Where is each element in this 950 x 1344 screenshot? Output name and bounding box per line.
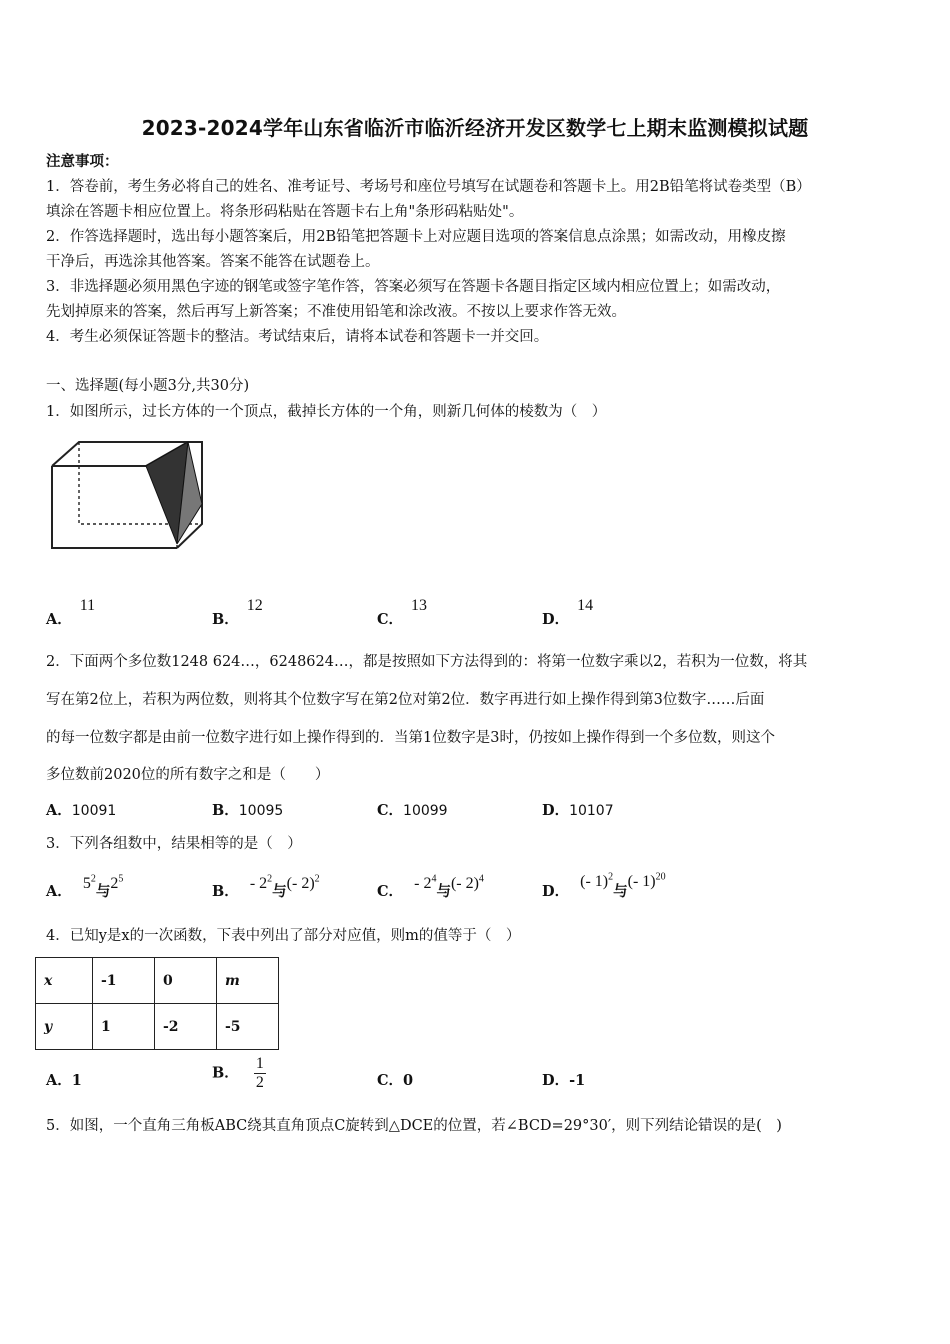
question-2-line: 写在第2位上，若积为两位数，则将其个位数字写在第2位对第2位．数字再进行如上操作得到第3位数字……后面 (46, 692, 765, 708)
question-2-line: 多位数前2020位的所有数字之和是（ ） (46, 767, 330, 783)
cuboid-figure (46, 436, 211, 554)
q2-option-a[interactable]: A．10091 (46, 802, 117, 819)
q2-option-b[interactable]: B．10095 (212, 802, 284, 819)
note-line: 填涂在答题卡相应位置上。将条形码粘贴在答题卡右上角"条形码粘贴处"。 (46, 204, 524, 220)
question-2-line: 的每一位数字都是由前一位数字进行如上操作得到的．当第1位数字是3时，仍按如上操作得到一个多位数，则这个 (46, 730, 775, 746)
q2-option-c[interactable]: C．10099 (377, 802, 448, 819)
q4-option-a[interactable]: A．1 (46, 1072, 82, 1089)
table-cell: -5 (217, 1004, 279, 1050)
note-line: 1．答卷前，考生务必将自己的姓名、准考证号、考场号和座位号填写在试题卷和答题卡上。用2B铅笔将试卷类型（B） (46, 179, 811, 195)
q3-option-a[interactable]: A． $5^2$与$2^5$ (46, 873, 124, 900)
table-cell: y (36, 1004, 93, 1050)
question-5-text: 5．如图，一个直角三角板ABC绕其直角顶点C旋转到△DCE的位置，若∠BCD=29°30′，则下列结论错误的是( ) (46, 1118, 782, 1134)
section-heading: 一、选择题(每小题3分,共30分) (46, 378, 250, 394)
q3-option-c[interactable]: C． - $2^4$与(- 2)$^4$ (377, 873, 484, 900)
q3-option-b[interactable]: B． - $2^2$与(- 2)$^2$ (212, 873, 320, 900)
table-cell: x (36, 958, 93, 1004)
note-line: 干净后，再选涂其他答案。答案不能答在试题卷上。 (46, 254, 380, 270)
table-cell: 0 (155, 958, 217, 1004)
note-line: 3．非选择题必须用黑色字迹的钢笔或签字笔作答，答案必须写在答题卡各题目指定区域内相应位置上；如需改动， (46, 279, 781, 295)
q1-option-d[interactable]: D．14 (542, 597, 594, 628)
q4-option-b[interactable]: B． $\frac{1}{2}$ (212, 1055, 264, 1091)
question-2-line: 2．下面两个多位数1248 624…，6248624…，都是按照如下方法得到的：将第一位数字乘以2，若积为一位数，将其 (46, 654, 808, 670)
notes-heading: 注意事项： (46, 153, 119, 170)
table-row (36, 1004, 279, 1050)
question-1-text: 1．如图所示，过长方体的一个顶点，截掉长方体的一个角，则新几何体的棱数为（ ） (46, 404, 607, 420)
table-cell: m (217, 958, 279, 1004)
q2-option-d[interactable]: D．10107 (542, 802, 614, 819)
note-line: 4．考生必须保证答题卡的整洁。考试结束后，请将本试卷和答题卡一并交回。 (46, 329, 549, 345)
note-line: 先划掉原来的答案，然后再写上新答案；不准使用铅笔和涂改液。不按以上要求作答无效。 (46, 304, 626, 320)
page-title: 2023-2024学年山东省临沂市临沂经济开发区数学七上期末监测模拟试题 (141, 116, 809, 140)
q4-option-c[interactable]: C．0 (377, 1072, 414, 1089)
question-3-text: 3．下列各组数中，结果相等的是（ ） (46, 836, 302, 852)
q1-option-c[interactable]: C．13 (377, 597, 428, 628)
value-table (35, 957, 279, 1050)
table-cell: -1 (93, 958, 155, 1004)
q1-option-b[interactable]: B．12 (212, 597, 263, 628)
q3-option-d[interactable]: D． (- 1)$^2$与(- 1)$^{20}$ (542, 871, 666, 900)
q4-option-d[interactable]: D．-1 (542, 1072, 586, 1089)
table-cell: -2 (155, 1004, 217, 1050)
table-row (36, 958, 279, 1004)
fraction: $\frac{1}{2}$ (255, 1055, 264, 1091)
question-4-text: 4．已知y是x的一次函数，下表中列出了部分对应值，则m的值等于（ ） (46, 928, 521, 944)
q1-option-a[interactable]: A．11 (46, 597, 96, 628)
table-cell: 1 (93, 1004, 155, 1050)
note-line: 2．作答选择题时，选出每小题答案后，用2B铅笔把答题卡上对应题目选项的答案信息点涂黑；如需改动，用橡皮擦 (46, 229, 786, 245)
